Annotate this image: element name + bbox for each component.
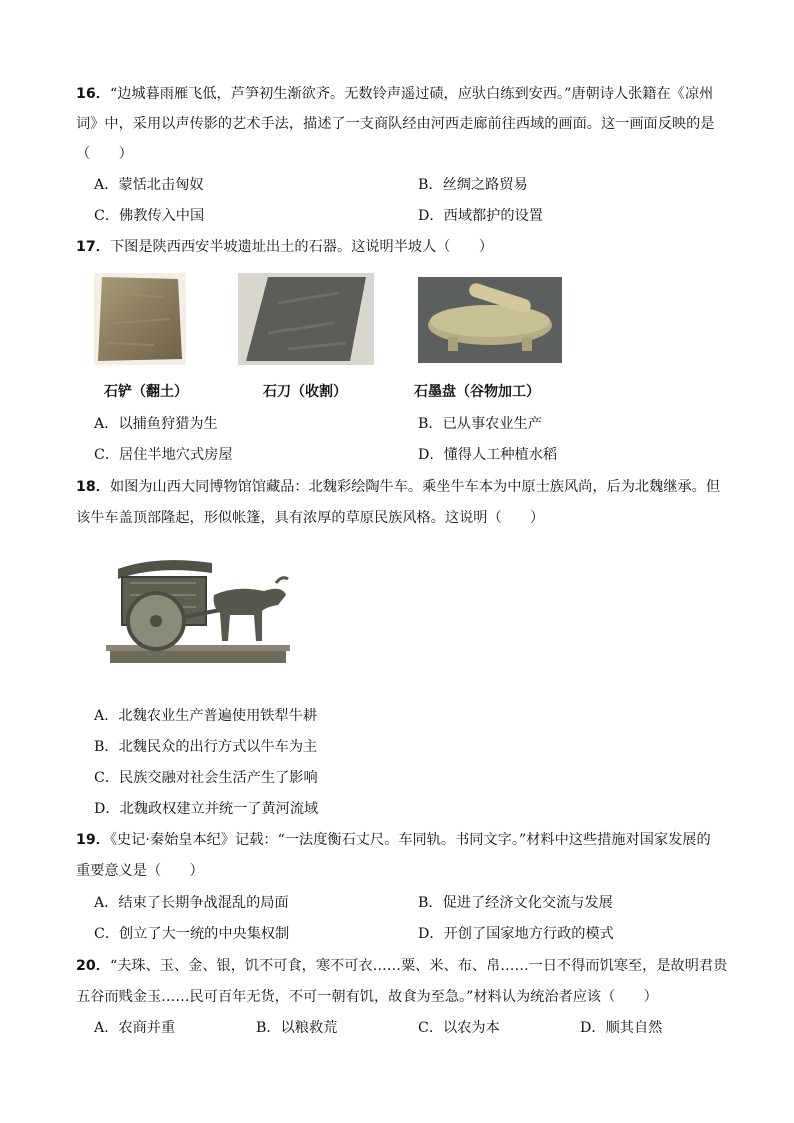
stone-shovel-image (94, 273, 186, 365)
q20-option-b[interactable]: B．以粮救荒 (256, 1020, 338, 1036)
q19-option-b[interactable]: B．促进了经济文化交流与发展 (418, 895, 613, 911)
q18-option-a[interactable]: A．北魏农业生产普遍使用铁犁牛耕 (94, 708, 318, 724)
q20-option-a[interactable]: A．农商并重 (94, 1020, 176, 1036)
caption-stone-knife: 石刀（收割） (263, 384, 347, 400)
caption-stone-grinding-slab: 石墨盘（谷物加工） (414, 384, 540, 400)
q18-number: 18． (76, 479, 110, 495)
q20-option-d[interactable]: D．顺其自然 (580, 1020, 663, 1036)
q16-option-b[interactable]: B．丝绸之路贸易 (418, 177, 528, 193)
q17-option-d[interactable]: D．懂得人工种植水稻 (418, 447, 558, 463)
q18-line1: 18．如图为山西大同博物馆馆藏品：北魏彩绘陶牛车。乘坐牛车本为中原士族风尚，后为北魏继承。但 (76, 479, 721, 495)
q16-number: 16． (76, 86, 110, 102)
ox-cart-image (96, 555, 290, 669)
q20-option-c[interactable]: C．以农为本 (418, 1020, 500, 1036)
q18-option-d[interactable]: D．北魏政权建立并统一了黄河流域 (94, 801, 319, 817)
q16-line2: 词》中，采用以声传影的艺术手法，描述了一支商队经由河西走廊前往西域的画面。这一画面反映的是 (76, 116, 715, 132)
q17-number: 17． (76, 239, 110, 255)
stone-grinding-slab-image (418, 277, 562, 363)
q19-line1: 19．《史记·秦始皇本纪》记载：“一法度衡石丈尺。车同轨。书同文字。”材料中这些措施对国家发展的 (76, 832, 711, 848)
q16-option-a[interactable]: A．蒙恬北击匈奴 (94, 177, 204, 193)
q19-option-a[interactable]: A．结束了长期争战混乱的局面 (94, 895, 289, 911)
caption-stone-shovel: 石铲（翻土） (104, 384, 188, 400)
q19-line2: 重要意义是（ ） (76, 863, 204, 879)
stone-knife-image (238, 273, 374, 365)
q18-option-c[interactable]: C．民族交融对社会生活产生了影响 (94, 770, 318, 786)
q18-line2: 该牛车盖顶部隆起，形似帐篷，具有浓厚的草原民族风格。这说明（ ） (76, 510, 545, 526)
q17-option-a[interactable]: A．以捕鱼狩猎为生 (94, 416, 218, 432)
q20-number: 20． (76, 958, 110, 974)
q19-number: 19． (76, 832, 110, 848)
q16-line1: 16．“边城暮雨雁飞低，芦笋初生渐欲齐。无数铃声遥过碛，应驮白练到安西。”唐朝诗人张籍在《凉州 (76, 86, 714, 102)
q16-option-d[interactable]: D．西域都护的设置 (418, 208, 543, 224)
q18-option-b[interactable]: B．北魏民众的出行方式以牛车为主 (94, 739, 318, 755)
q16-line3: （ ） (76, 146, 133, 162)
q17-option-b[interactable]: B．已从事农业生产 (418, 416, 542, 432)
q16-option-c[interactable]: C．佛教传入中国 (94, 208, 205, 224)
q20-line2: 五谷而贱金玉……民可百年无货，不可一朝有饥，故食为至急。”材料认为统治者应该（ ） (76, 989, 658, 1005)
q17-option-c[interactable]: C．居住半地穴式房屋 (94, 447, 233, 463)
q17-stem: 17．下图是陕西西安半坡遗址出土的石器。这说明半坡人（ ） (76, 239, 494, 255)
q19-option-c[interactable]: C．创立了大一统的中央集权制 (94, 926, 290, 942)
q19-option-d[interactable]: D．开创了国家地方行政的模式 (418, 926, 614, 942)
q20-line1: 20．“夫珠、玉、金、银，饥不可食，寒不可衣……粟、米、布、帛……一日不得而饥寒至，是故明君贵 (76, 958, 728, 974)
